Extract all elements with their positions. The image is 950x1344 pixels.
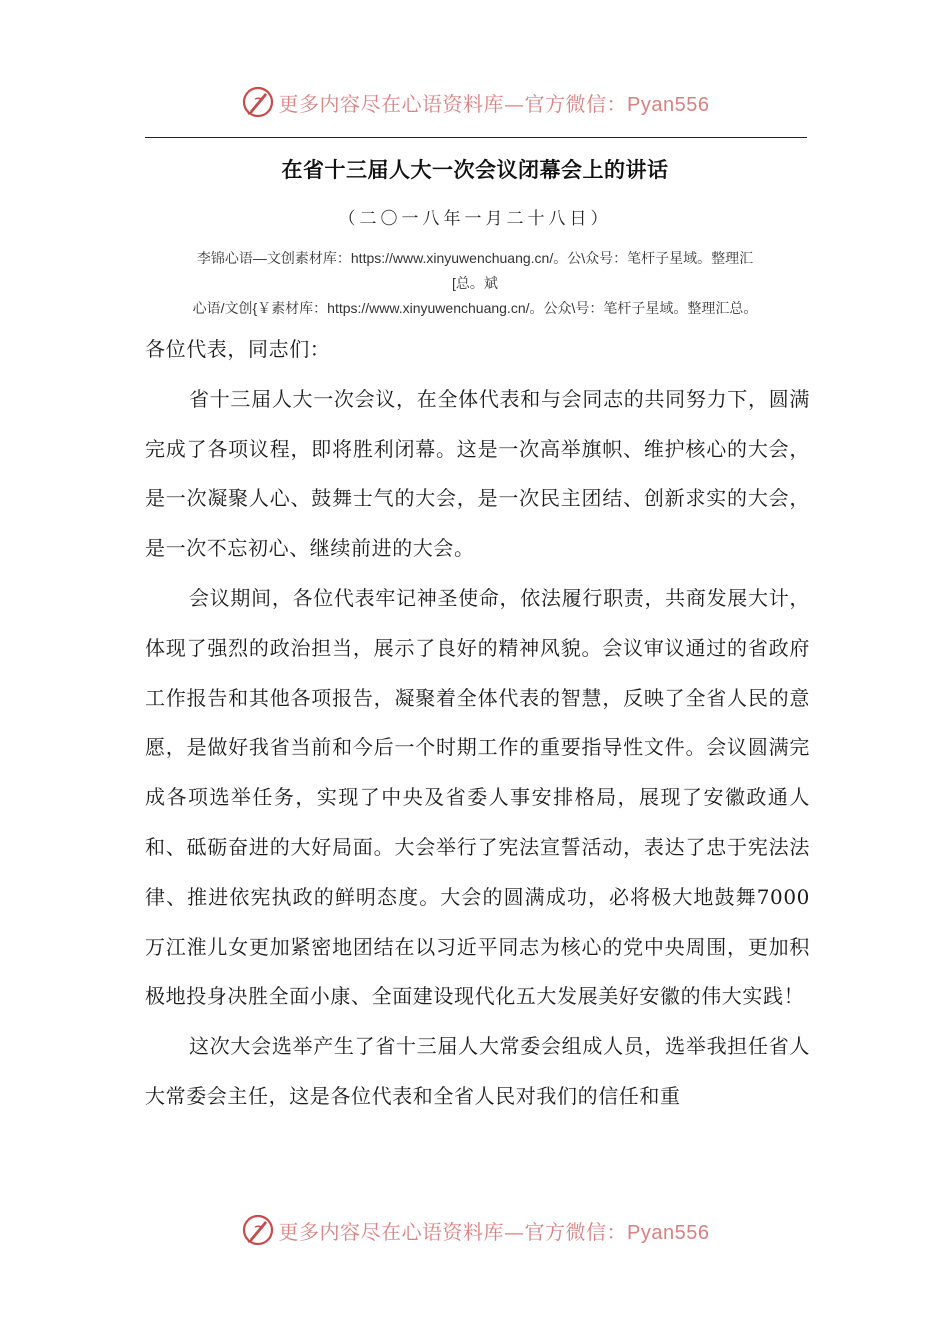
paragraph: 会议期间，各位代表牢记神圣使命，依法履行职责，共商发展大计，体现了强烈的政治担当，展示了良好的精神风貌。会议审议通过的省政府工作报告和其他各项报告，凝聚着全体代表的智慧，反映了全省人民的意愿，是做好我省当前和今后一个时期工作的重要指导性文件。会议圆满完成各项选举任务，实现了中央及省委人事安排格局，展现了安徽政通人和、砥砺奋进的大好局面。大会举行了宪法宣誓活动，表达了忠于宪法法律、推进依宪执政的鲜明态度。大会的圆满成功，必将极大地鼓舞7000万江淮儿女更加紧密地团结在以习近平同志为核心的党中央周围，更加积极地投身决胜全面小康、全面建设现代化五大发展美好安徽的伟大实践！ bbox=[145, 585, 810, 1009]
document-date: （二〇一八年一月二十八日） bbox=[338, 209, 612, 229]
salutation: 各位代表，同志们： bbox=[145, 337, 331, 361]
watermark-line: 李锦心语—文创素材库：https://www.xinyuwenchuang.cn/。公\众号：笔杆子星域。整理汇 bbox=[196, 250, 754, 266]
watermark-line: 心语/文创{￥素材库：https://www.xinyuwenchuang.cn/。公众\号：笔杆子星域。整理汇总。 bbox=[192, 300, 758, 316]
quill-logo-icon bbox=[241, 85, 275, 119]
banner-text: 更多内容尽在心语资料库—官方微信：Pyan556 bbox=[278, 1219, 710, 1244]
header-banner bbox=[0, 80, 950, 124]
document-title: 在省十三届人大一次会议闭幕会上的讲话 bbox=[281, 157, 669, 182]
banner-wechat: Pyan556 bbox=[627, 1221, 710, 1244]
header-divider bbox=[145, 137, 807, 138]
banner-wechat: Pyan556 bbox=[627, 93, 710, 116]
paragraph: 省十三届人大一次会议，在全体代表和与会同志的共同努力下，圆满完成了各项议程，即将胜利闭幕。这是一次高举旗帜、维护核心的大会，是一次凝聚人心、鼓舞士气的大会，是一次民主团结、创新求实的大会，是一次不忘初心、继续前进的大会。 bbox=[145, 386, 810, 561]
watermark-line: [总。斌 bbox=[452, 275, 498, 291]
quill-logo-icon bbox=[241, 1213, 275, 1247]
footer-banner bbox=[0, 1208, 950, 1252]
banner-text: 更多内容尽在心语资料库—官方微信：Pyan556 bbox=[278, 91, 710, 116]
document-body bbox=[145, 325, 810, 1122]
paragraph: 这次大会选举产生了省十三届人大常委会组成人员，选举我担任省人大常委会主任，这是各位代表和全省人民对我们的信任和重 bbox=[145, 1034, 810, 1108]
